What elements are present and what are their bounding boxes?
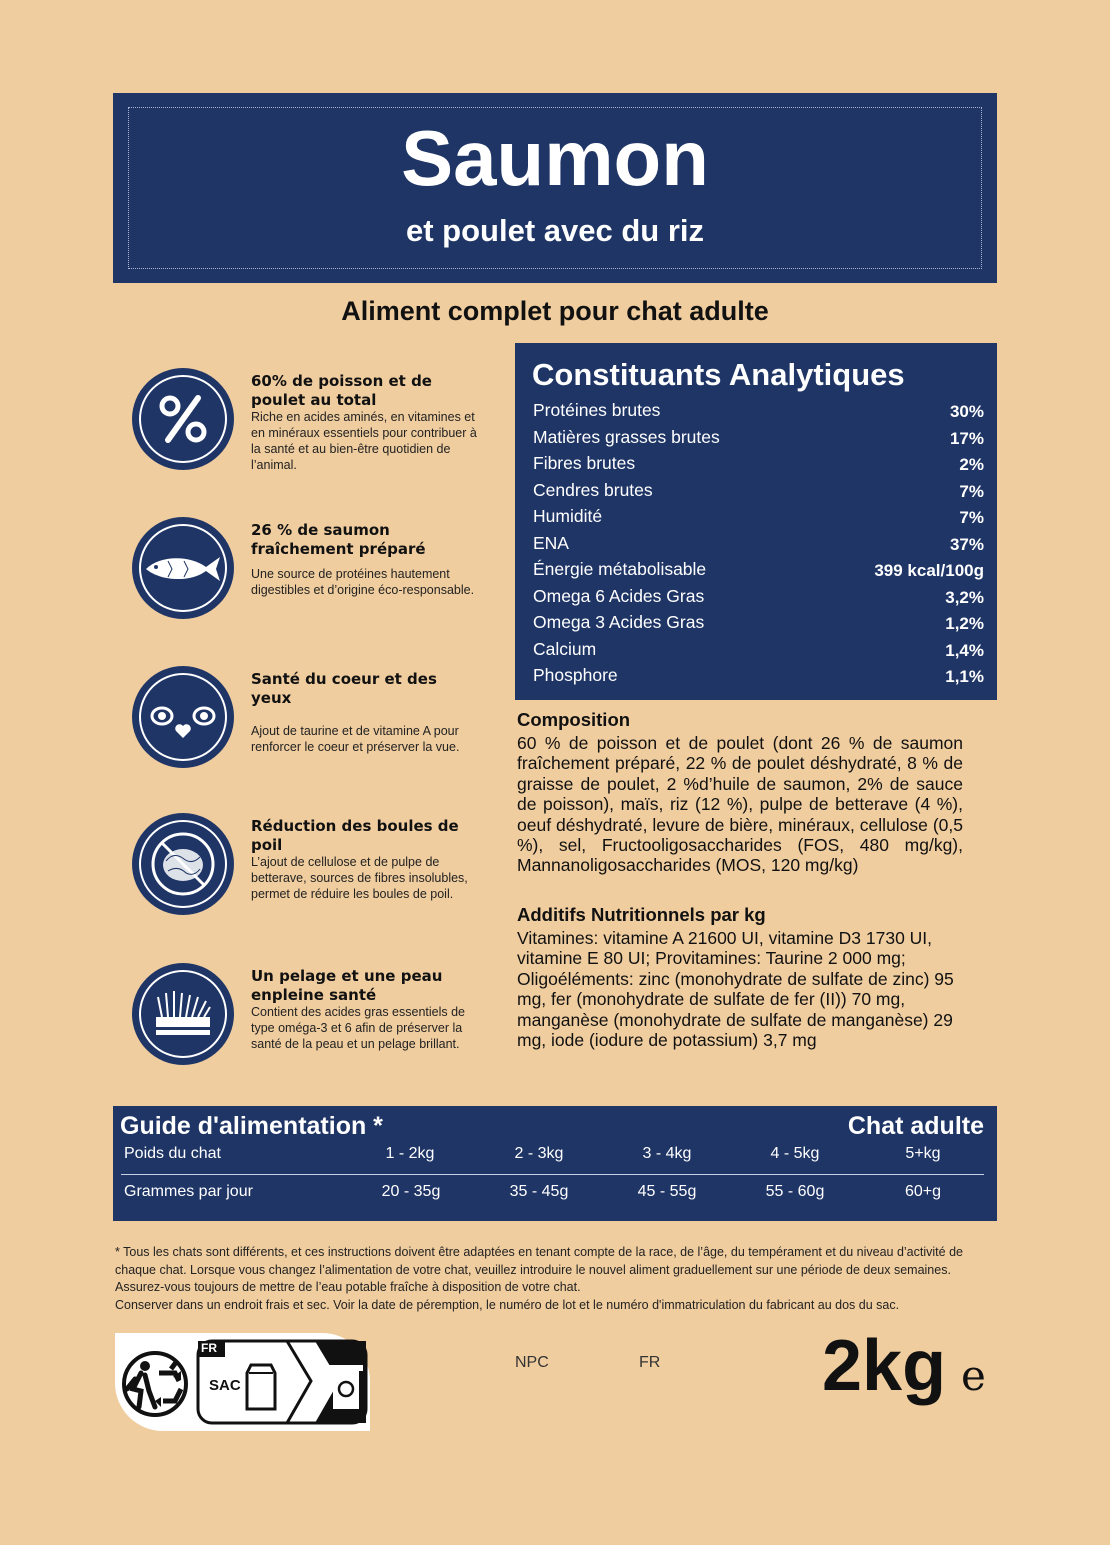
feeding-guide-panel: [113, 1106, 997, 1221]
feature-desc: Riche en acides aminés, en vitamines et en minéraux essentiels pour contribuer à la santé et au bien-être quotidien de l’animal.: [251, 410, 477, 472]
analytical-row: [533, 586, 984, 612]
analytical-label: Protéines brutes: [533, 400, 661, 420]
recycling-label: [115, 1333, 370, 1431]
product-title: Saumon: [401, 114, 709, 202]
analytical-label: Humidité: [533, 506, 603, 526]
percent-icon: [132, 368, 234, 470]
analytical-label: Calcium: [533, 639, 597, 659]
feature-desc: Une source de protéines hautement digestibles et d’origine éco-responsable.: [251, 567, 475, 597]
analytical-label: Énergie métabolisable: [533, 559, 707, 579]
analytical-row: [533, 533, 984, 559]
analytical-label: Fibres brutes: [533, 453, 636, 473]
analytical-value: 399 kcal/100g: [874, 561, 984, 580]
weight-cell: 2 - 3kg: [514, 1145, 564, 1162]
analytical-row: [533, 612, 984, 638]
recycling-bin-icon: [329, 1365, 363, 1409]
estimated-sign: e: [961, 1351, 986, 1400]
analytical-value: 1,1%: [945, 667, 984, 686]
footnote-feeding: * Tous les chats sont différents, et ces instructions doivent être adaptées en tenant compte de la race, de l’âge, du tempérament et du niveau d’activité de chaque chat. Lorsque vous changez l’alimentation de votre chat, veuillez introduire le nouvel aliment graduellement sur une période de deux semaines. Assurez-vous toujours de mettre de l’eau potable fraîche à disposition de votre chat.: [115, 1245, 963, 1294]
analytical-row: [533, 639, 984, 665]
analytical-title: Constituants Analytiques: [532, 357, 905, 392]
weight-cell: 3 - 4kg: [642, 1145, 692, 1162]
hairball-icon: [132, 813, 234, 915]
grams-cell: 20 - 35g: [381, 1183, 441, 1200]
bag-icon: [247, 1365, 275, 1409]
analytical-value: 1,4%: [945, 641, 984, 660]
feeding-guide-title: Guide d'alimentation *: [120, 1112, 383, 1140]
composition-heading: Composition: [517, 709, 631, 730]
grams-cell: 60+g: [904, 1183, 942, 1200]
net-weight: 2kg: [822, 1326, 947, 1406]
analytical-value: 2%: [959, 455, 984, 474]
country-code: FR: [639, 1354, 661, 1371]
recycling-item: SAC: [209, 1377, 241, 1394]
recycling-country: FR: [201, 1341, 217, 1355]
analytical-row: [533, 427, 984, 453]
feature-title: Un pelage et une peau enpleine santé: [251, 967, 443, 1004]
product-description: Aliment complet pour chat adulte: [341, 296, 769, 326]
weight-cell: 4 - 5kg: [770, 1145, 820, 1162]
grams-cell: 45 - 55g: [637, 1183, 697, 1200]
cat-face-icon: [132, 666, 234, 768]
feature-title: 26 % de saumon fraîchement préparé: [251, 521, 426, 558]
footnote: [115, 1244, 995, 1314]
fish-icon: [132, 517, 234, 619]
feature-desc: L’ajout de cellulose et de pulpe de betterave, sources de fibres insolubles, permet de réduire les boules de poil.: [251, 855, 468, 901]
analytical-row: [533, 506, 984, 532]
feature-title: Réduction des boules de poil: [251, 817, 459, 854]
feature-title: 60% de poisson et de poulet au total: [251, 372, 432, 409]
analytical-value: 17%: [949, 429, 984, 448]
weight-cell: 5+kg: [905, 1145, 941, 1162]
analytical-row: [533, 400, 984, 426]
analytical-value: 7%: [959, 508, 984, 527]
analytical-label: Matières grasses brutes: [533, 427, 720, 447]
analytical-row: [533, 665, 984, 691]
analytical-label: Omega 3 Acides Gras: [533, 612, 705, 632]
grams-cell: 35 - 45g: [509, 1183, 569, 1200]
product-subtitle: et poulet avec du riz: [405, 213, 704, 248]
npc-code: NPC: [515, 1354, 549, 1371]
analytical-value: 7%: [959, 482, 984, 501]
analytical-value: 30%: [949, 402, 984, 421]
triman-icon: [124, 1353, 186, 1415]
analytical-label: Omega 6 Acides Gras: [533, 586, 705, 606]
grams-row-label: Grammes par jour: [124, 1183, 253, 1200]
analytical-value: 3,2%: [945, 588, 984, 607]
feeding-guide-tag: Chat adulte: [847, 1112, 984, 1140]
feature-desc: Contient des acides gras essentiels de type oméga-3 et 6 afin de préserver la santé de la peau et un pelage brillant.: [251, 1005, 466, 1051]
analytical-row: [533, 559, 984, 585]
weight-row-label: Poids du chat: [124, 1145, 221, 1162]
title-banner: [113, 93, 997, 283]
weight-cell: 1 - 2kg: [385, 1145, 435, 1162]
analytical-value: 1,2%: [945, 614, 984, 633]
analytical-label: ENA: [533, 533, 569, 553]
feature-desc: Ajout de taurine et de vitamine A pour renforcer le coeur et préserver la vue.: [251, 724, 460, 754]
composition-text: 60 % de poisson et de poulet (dont 26 % de saumon fraîchement préparé, 22 % de poulet déshydraté, 8 % de graisse de poulet, 2 %d’huile de saumon, 2% de sauce de poisson), maïs, riz (12 %), pulpe de betterave (4 %), oeuf déshydraté, levure de bière, minéraux, cellulose (0,5 %), sel, Fructooligosaccharides (FOS, 480 mg/kg), Mannanoligosaccharides (MOS, 120 mg/kg): [517, 733, 963, 876]
analytical-label: Phosphore: [533, 665, 618, 685]
grams-cell: 55 - 60g: [765, 1183, 825, 1200]
additives-heading: Additifs Nutritionnels par kg: [517, 904, 766, 925]
fur-skin-icon: [132, 963, 234, 1065]
analytical-constituents-panel: [515, 343, 997, 700]
analytical-row: [533, 453, 984, 479]
analytical-value: 37%: [949, 535, 984, 554]
additives-text: Vitamines: vitamine A 21600 UI, vitamine D3 1730 UI, vitamine E 80 UI; Provitamines: Taurine 2 000 mg; Oligoéléments: zinc (monohydrate de sulfate de zinc) 95 mg, fer (monohydrate de sulfate de fer (II)) 70 mg, manganèse (monohydrate de sulfate de manganèse) 29 mg, iode (iodure de potassium) 3,7 mg: [517, 928, 954, 1051]
feature-title: Santé du coeur et des yeux: [251, 670, 437, 707]
analytical-row: [533, 480, 984, 506]
footnote-storage: Conserver dans un endroit frais et sec. Voir la date de péremption, le numéro de lot et le numéro d'immatriculation du fabricant au dos du sac.: [115, 1297, 900, 1312]
analytical-label: Cendres brutes: [533, 480, 653, 500]
feeding-divider: [121, 1174, 984, 1175]
